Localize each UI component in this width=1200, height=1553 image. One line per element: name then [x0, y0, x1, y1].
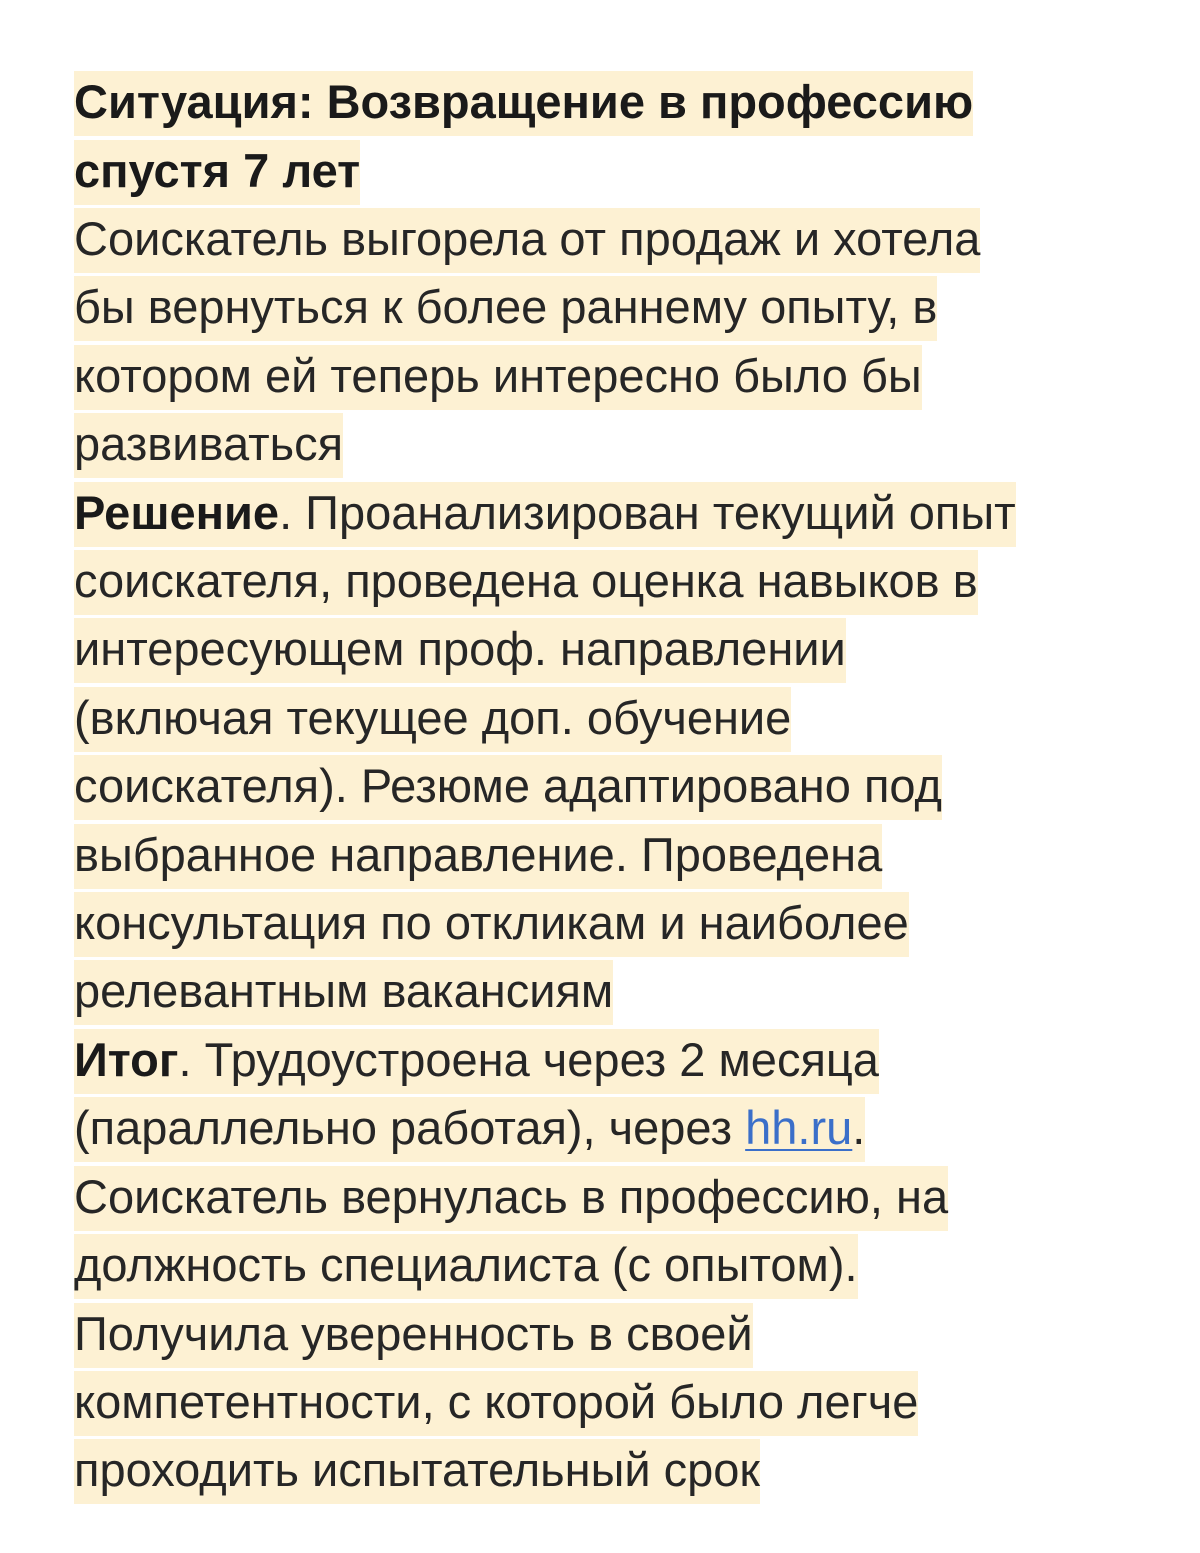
solution-line: соискателя, проведена оценка навыков в [74, 550, 978, 615]
result-line: компетентности, с которой было легче [74, 1371, 918, 1436]
result-line: Соискатель вернулась в профессию, на [74, 1166, 948, 1231]
result-first-line-text: . Трудоустроена через 2 месяца [178, 1032, 879, 1086]
situation-title-line-1: Ситуация: Возвращение в профессию [74, 71, 973, 136]
result-second-line-end: . [852, 1101, 866, 1155]
situation-title-line-2: спустя 7 лет [74, 140, 360, 205]
result-line: Получила уверенность в своей [74, 1303, 753, 1368]
solution-line: консультация по откликам и наиболее [74, 892, 909, 957]
situation-line: бы вернуться к более раннему опыту, в [74, 276, 937, 341]
result-label: Итог [74, 1032, 179, 1086]
hh-ru-link[interactable]: hh.ru [745, 1101, 853, 1155]
situation-line: Соискатель выгорела от продаж и хотела [74, 208, 980, 273]
result-section [74, 1026, 1134, 1505]
solution-first-line [74, 482, 1016, 547]
result-first-line [74, 1029, 879, 1094]
solution-line: релевантным вакансиям [74, 960, 613, 1025]
result-second-line-text: (параллельно работая), через [74, 1101, 746, 1155]
solution-line: интересующем проф. направлении [74, 618, 846, 683]
situation-line: развиваться [74, 413, 343, 478]
solution-label: Решение [74, 485, 280, 539]
solution-line: (включая текущее доп. обучение [74, 687, 791, 752]
result-line: проходить испытательный срок [74, 1439, 760, 1504]
solution-first-line-text: . Проанализирован текущий опыт [279, 485, 1016, 539]
solution-line: соискателя). Резюме адаптировано под [74, 755, 942, 820]
case-study-document [74, 67, 1134, 1505]
situation-line: котором ей теперь интересно было бы [74, 345, 922, 410]
result-line: должность специалиста (с опытом). [74, 1234, 858, 1299]
solution-line: выбранное направление. Проведена [74, 824, 882, 889]
situation-description [74, 205, 1134, 479]
solution-section [74, 479, 1134, 1026]
situation-title [74, 67, 1134, 205]
result-second-line [74, 1097, 865, 1162]
